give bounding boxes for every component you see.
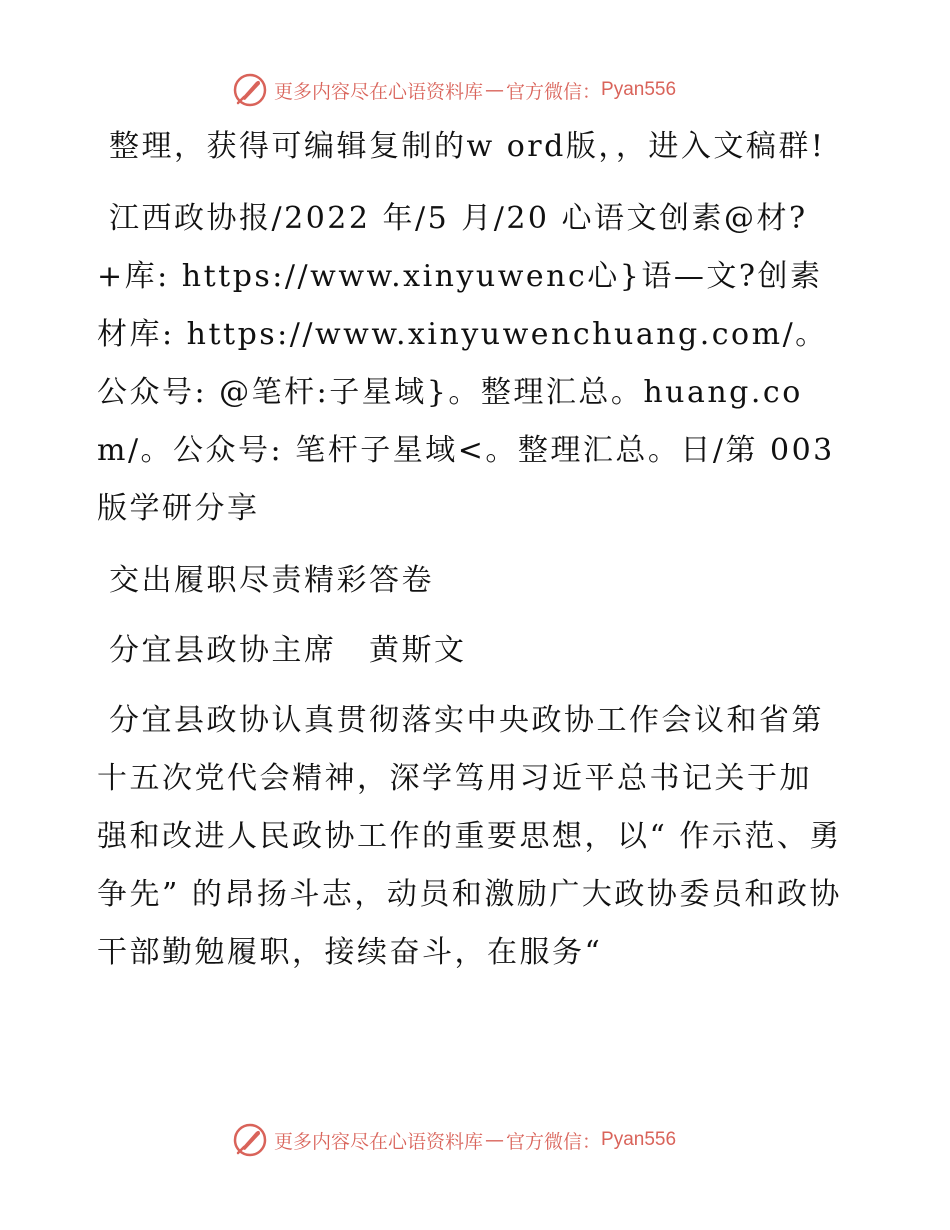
watermark-suffix: 官方微信： [506, 1130, 602, 1153]
body-paragraph: 分宜县政协认真贯彻落实中央政协工作会议和省第十五次党代会精神，深学笃用习近平总书记关于加强和改进人民政协工作的重要思想，以“ 作示范、勇争先” 的昂扬斗志，动员和激励广大政协委员和政协干部勤勉履职，接续奋斗，在服务“ [97, 703, 842, 970]
watermark-separator: — [485, 79, 505, 101]
source-paragraph: 江西政协报/2022 年/5 月/20 心语文创素@材?+库: https://www.xinyuwenc心}语—文?创素材库: https://www.xinyuwenchuang.com/。公众号: @笔杆:子星域}。整理汇总。huang.com/。公众号: 笔杆子星域<。整理汇总。日/第 003 版学研分享 [97, 201, 835, 526]
quill-logo-icon [232, 1122, 268, 1158]
watermark-separator: — [485, 1129, 505, 1151]
watermark-wechat-id: Pyan556 [601, 79, 677, 100]
watermark-text: 更多内容尽在心语资料库 [274, 1130, 484, 1153]
document-body [97, 118, 842, 996]
watermark-footer [232, 1120, 752, 1160]
intro-paragraph: 整理，获得可编辑复制的w ord版，，进入文稿群! [109, 129, 826, 164]
article-title: 交出履职尽责精彩答卷 [109, 563, 434, 598]
watermark-text: 更多内容尽在心语资料库 [274, 80, 484, 103]
quill-logo-icon [232, 72, 268, 108]
watermark-header [232, 70, 752, 110]
watermark-wechat-id: Pyan556 [601, 1129, 677, 1150]
article-author: 分宜县政协主席 黄斯文 [109, 633, 467, 668]
watermark-suffix: 官方微信： [506, 80, 602, 103]
